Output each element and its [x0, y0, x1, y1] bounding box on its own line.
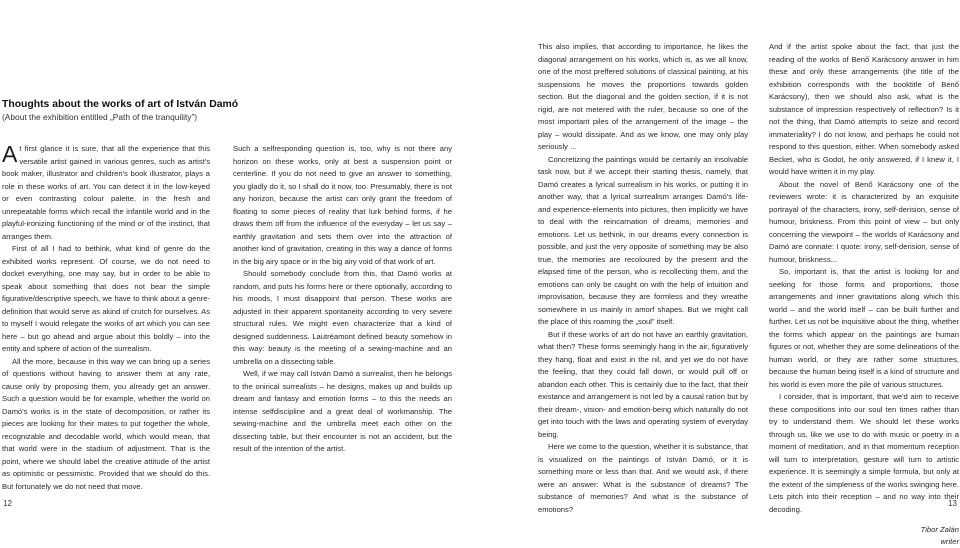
author-name: Tibor Zalán: [920, 525, 959, 534]
paragraph: This also implies, that according to importance, he likes the diagonal arrangement on his works, which is, as we all know, one of the most preffered solutions of classical painting, at his suspensions he moves the proportions towards golden section. But the diagonal and the golden section, if it is not rigid, are not metered with the ruler, because so one of the most important piles of the arrangement of the image – the play – would dissipate. And as we know, one may only play seriously ...: [538, 42, 748, 151]
paragraph: I consider, that is important, that we'd aim to receive these compositions into our soul ten times rather than try to understand them. We should let these works through us, like we use to do with music or poetry in a moment of meditation, and in that momentum reception will turn to interpretation, gesture will turn to artistic experience. It is seemingly a simple formula, but only at the extent of the simpleness of the works swinging here. Lets pitch into their reception – and no way into their decoding.: [769, 392, 959, 514]
paragraph: First of all I had to bethink, what kind of genre do the exhibited works represent. Of course, we do not need to docket everything, one may say, but in order to be able to speak about something that does not bear the simple figurative/descriptive speech, we have to think about a genre-definition that would serve as akind of crutch for ourselves. As to myself I would relegate the works of art which you can see here – but go ahead and argue about this boldly – into the entity and sphere of action of the surrealism.: [2, 244, 210, 353]
paragraph: About the novel of Benő Karácsony one of the reviewers wrote: it is characterized by an exquisite portrayal of the characters, irony, self-derision, sense of humour, briskness. From this point of view – but only concerning the viewpoint – the worlds of Karácsony and Damó are connate: I quote: irony, self-derision, sense of humour, briskness...: [769, 179, 959, 264]
author-signature: [769, 524, 959, 548]
author-role: writer: [940, 537, 959, 546]
text-column-1: [2, 143, 210, 493]
paragraph: Should somebody conclude from this, that Damó works at random, and puts his forms here or there optionally, according to his moods, I must disappoint that person. These works are adjusted in their apparent spontaneity according to very severe structural rules. We might even characterize that a kind of designed suddenness. Lautréamont defined beauty somehow in this way: beauty is the meeting of a sewing-machine and an umbrella on a dissecting table.: [233, 269, 452, 366]
article-heading: [2, 98, 252, 123]
paragraph: Concretizing the paintings would be certainly an insolvable task now, but if we accept their starting thesis, namely, that Damó creates a lyrical surrealism in his works, or putting it in another way, that a lyrical surrealism arranges Damó's life- and experience-elements into pictures, then implicitly we have to deal with the reincarnation of dreams, memories and emotions. Let us bethink, in our dreams every connection is possible, and just the very opposite of something may be also true, the memories are recoloured by the present and the elapsed time of the person, who is recollecting them, and the emotions can only be caught on with the help of intuition and improvisation, because they are formless and they wreathe somewhere in us mainly in amorf shapes. But we might call the place of this roaming the „soul” itself.: [538, 154, 748, 326]
paragraph: Well, if we may call István Damó a surrealist, then he belongs to the onirical surrealists – he designs, makes up and builds up dream and fantasy and emotion forms – to this the needs an intense selfdiscipline and a great deal of workmanship. The sewing-machine and the umbrella meet each other on the dissecting table, but their encounter is not an accident, but the result of the intention of the artist.: [233, 369, 452, 453]
paragraph: But if these works of art do not have an earthly gravitation, what then? These forms seemingly hang in the air, figuratively they hang, float and exist in the nil, and yet we do not have the feeling, that they could fall down, or would pull off or abandon each other. This is certainly due to the fact, that their existance and arrangement is not led by a causal ration but by their dream-, vision- and emotion-being which naturally do not get into touch with the laws and operating system of everyday being.: [538, 329, 748, 439]
drop-cap: A: [2, 141, 18, 167]
paragraph-text: t first glance it is sure, that all the experience that this versatile artist gained in various genres, such as artist's book maker, illustrator and children's book illustrator, plays a role in these works of art. You can detect it in the low-keyed or even contrasting colour palette, in the fresh and unrepeatable forms which recall the infantile world and in the playful-ironizing functioning of the mind or of the instinct, that arranges them.: [2, 144, 210, 241]
paragraph: [2, 143, 210, 243]
article-subtitle: (About the exhibition entitled „Path of the tranquility”): [2, 112, 198, 122]
page-number: 12: [3, 499, 12, 508]
paragraph: Here we come to the question, whether it is substance, that is visualized on the paintings of István Damó, or it is something more or less than that. And we would ask, if there were an answer: What is the substance of dreams? The substance of memories? And what is the substance of emotions?: [538, 442, 748, 514]
text-column-3: [538, 41, 748, 516]
paragraph: And if the artist spoke about the fact, that just the reading of the works of Benő Karácsony answer in him these and only these arrangements (the title of the exhibition corresponds with the booktitle of Benő Karácsony), then we should also ask, what is the substance of impression respectively of reflection? Is it not the thing, that Damó attempts to seize and record immateriality? I do not know, and perhaps he could not respond to this question, either. When somebody asked Becket, who is Godot, he only answered, if I knew it, I would have written it in my play.: [769, 42, 959, 176]
page-number: 13: [948, 499, 957, 508]
paragraph: Such a selfresponding question is, too, why is not there any horizon on these works, only at best a suspension point or centerline. If you do not need to give an answer to something, you gladly do it, so I shall do it now, too. Presumably, there is not any horizon, because the artist can only grant the freedom of floating to some pieces of reality that lurk behind forms, if he draws them off from the influence of the everyday – let us say – earthly gravitation and sets them over into the attraction of another kind of gravitation, creating in this way a dance of forms in the big airy space or in the big airy void of that work of art.: [233, 144, 452, 266]
paragraph: All the more, because in this way we can bring up a series of questions without having to answer them at any rate, cause only by proposing them, you already get an answer. Such a question would be for example, whether the world on Damó's works is in the state of decomposition, or rather its pieces are looking for their mates to put together the whole, recognizable and decodable world, which would mean, that that world were in the stadium of adjustment. That is the point, where we should label the creative attitude of the artist as optimistic or pessimistic. Provided that we should do this. But fortunately we do not need that move.: [2, 356, 210, 491]
text-column-2: [233, 143, 452, 456]
paragraph: So, important is, that the artist is looking for and seeking for those forms and proportions, those arrangements and inner gravitations along which this world – and the world itself – can be built further and further. Let us not be inquisitive about the thing, whether the forms which appear on the paintings are human figures or not, whether they are some delineations of the human world, or they are rather some structures, because the human being itself is a kind of structure and his world is even more the pile of various structures.: [769, 267, 959, 389]
left-page: [0, 0, 478, 516]
article-title: Thoughts about the works of art of István Damó: [2, 99, 239, 110]
text-column-4: [769, 41, 959, 548]
